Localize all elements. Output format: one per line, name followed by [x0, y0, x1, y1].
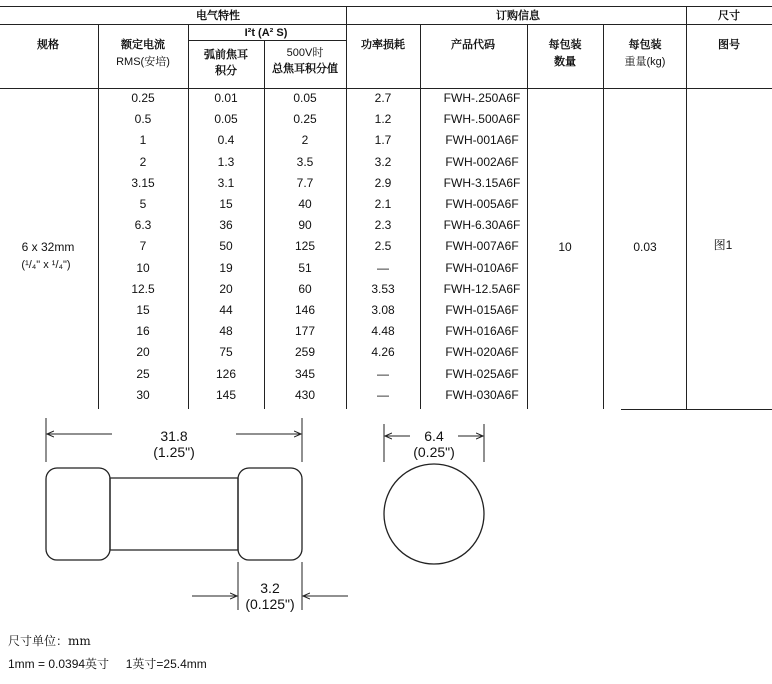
product-code-cell: FWH-.250A6F	[443, 91, 521, 105]
power-loss-cell: —	[377, 367, 389, 381]
prearc-cell: 19	[219, 261, 233, 275]
prearc-cell: 0.01	[214, 91, 238, 105]
cap-inch-label: (0.125")	[245, 596, 295, 612]
rated-current-cell: 10	[136, 261, 150, 275]
vline-2	[188, 24, 189, 409]
diameter-mm-label: 6.4	[424, 428, 444, 444]
prearc-cell: 145	[215, 388, 237, 402]
product-code-cell: FWH-016A6F	[445, 324, 519, 338]
product-code-cell: FWH-001A6F	[445, 133, 519, 147]
total-joule-cell: 7.7	[296, 176, 314, 190]
header-rated-current-1: 额定电流	[121, 38, 165, 51]
spec-size: 6 x 32mm	[21, 240, 75, 254]
product-code-cell: FWH-010A6F	[445, 261, 519, 275]
product-code-cell: FWH-020A6F	[445, 345, 519, 359]
total-joule-cell: 51	[298, 261, 312, 275]
prearc-cell: 1.3	[217, 155, 235, 169]
total-joule-cell: 430	[294, 388, 316, 402]
vline-8	[686, 6, 687, 409]
rated-current-cell: 0.25	[131, 91, 155, 105]
power-loss-cell: 1.2	[374, 112, 392, 126]
header-prearc-1: 弧前焦耳	[204, 48, 248, 61]
power-loss-cell: 3.53	[371, 282, 395, 296]
prearc-cell: 126	[215, 367, 237, 381]
total-joule-cell: 0.25	[293, 112, 317, 126]
product-code-cell: FWH-6.30A6F	[443, 218, 521, 232]
total-joule-cell: 177	[294, 324, 316, 338]
total-joule-cell: 259	[294, 345, 316, 359]
unit-note: 尺寸单位：mm	[8, 634, 91, 648]
rated-current-cell: 12.5	[131, 282, 155, 296]
spec-size-inch: (¹/₄" x ¹/₄")	[21, 259, 71, 271]
product-code-cell: FWH-030A6F	[445, 388, 519, 402]
left-end-cap	[46, 468, 110, 560]
total-joule-cell: 40	[298, 197, 312, 211]
total-joule-cell: 60	[298, 282, 312, 296]
product-code-cell: FWH-12.5A6F	[443, 282, 521, 296]
rule-header-bottom	[0, 88, 772, 89]
rule-top	[0, 6, 772, 7]
total-joule-cell: 2	[301, 133, 309, 147]
group-size: 尺寸	[718, 9, 740, 22]
product-code-cell: FWH-005A6F	[445, 197, 519, 211]
power-loss-cell: 1.7	[374, 133, 392, 147]
fuse-side-view	[46, 468, 302, 560]
power-loss-cell: 2.7	[374, 91, 392, 105]
header-code: 产品代码	[451, 38, 495, 51]
power-loss-cell: 3.08	[371, 303, 395, 317]
header-spec: 规格	[37, 38, 59, 51]
total-joule-cell: 90	[298, 218, 312, 232]
diameter-inch-label: (0.25")	[413, 444, 455, 460]
power-loss-cell: 2.9	[374, 176, 392, 190]
prearc-cell: 48	[219, 324, 233, 338]
power-loss-cell: 3.2	[374, 155, 392, 169]
power-loss-cell: 2.5	[374, 239, 392, 253]
header-weight-1: 每包装	[628, 38, 662, 51]
total-joule-cell: 125	[294, 239, 316, 253]
length-inch-label: (1.25")	[153, 444, 195, 460]
vline-7	[603, 24, 604, 409]
rule-i2t	[188, 40, 346, 41]
group-electrical: 电气特性	[196, 9, 240, 22]
product-code-cell: FWH-015A6F	[445, 303, 519, 317]
product-code-cell: FWH-002A6F	[445, 155, 519, 169]
rated-current-cell: 16	[136, 324, 150, 338]
power-loss-cell: —	[377, 388, 389, 402]
prearc-cell: 0.05	[214, 112, 238, 126]
prearc-cell: 20	[219, 282, 233, 296]
rated-current-cell: 5	[139, 197, 147, 211]
prearc-cell: 15	[219, 197, 233, 211]
right-end-cap	[238, 468, 302, 560]
rated-current-cell: 0.5	[134, 112, 152, 126]
rated-current-cell: 1	[139, 133, 147, 147]
rated-current-cell: 6.3	[134, 218, 152, 232]
rated-current-cell: 25	[136, 367, 150, 381]
end-view-circle	[384, 464, 484, 564]
header-drawing: 图号	[718, 38, 740, 51]
header-qty-2: 数量	[554, 55, 576, 68]
total-joule-cell: 3.5	[296, 155, 314, 169]
power-loss-cell: 4.48	[371, 324, 395, 338]
rated-current-cell: 15	[136, 303, 150, 317]
total-joule-cell: 345	[294, 367, 316, 381]
rated-current-cell: 2	[139, 155, 147, 169]
rated-current-cell: 7	[139, 239, 147, 253]
package-weight: 0.03	[633, 240, 657, 254]
drawing-number: 图1	[713, 238, 733, 252]
length-mm-label: 31.8	[160, 428, 188, 444]
prearc-cell: 75	[219, 345, 233, 359]
group-ordering: 订购信息	[496, 9, 540, 22]
prearc-cell: 50	[219, 239, 233, 253]
header-prearc-2: 积分	[215, 64, 237, 77]
product-code-cell: FWH-007A6F	[445, 239, 519, 253]
power-loss-cell: 2.1	[374, 197, 392, 211]
product-code-cell: FWH-3.15A6F	[443, 176, 521, 190]
power-loss-cell: —	[377, 261, 389, 275]
vline-4	[346, 6, 347, 409]
rated-current-cell: 3.15	[131, 176, 155, 190]
prearc-cell: 3.1	[217, 176, 235, 190]
product-code-cell: FWH-025A6F	[445, 367, 519, 381]
header-rated-current-2: RMS(安培)	[116, 56, 170, 68]
vline-3	[264, 40, 265, 409]
package-qty: 10	[558, 240, 572, 254]
prearc-cell: 44	[219, 303, 233, 317]
product-code-cell: FWH-.500A6F	[443, 112, 521, 126]
rated-current-cell: 20	[136, 345, 150, 359]
header-total-2: 总焦耳积分值	[272, 62, 338, 75]
prearc-cell: 0.4	[217, 133, 235, 147]
total-joule-cell: 146	[294, 303, 316, 317]
total-joule-cell: 0.05	[293, 91, 317, 105]
power-loss-cell: 2.3	[374, 218, 392, 232]
power-loss-cell: 4.26	[371, 345, 395, 359]
header-weight-2: 重量(kg)	[624, 56, 666, 68]
header-qty-1: 每包装	[548, 38, 582, 51]
rated-current-cell: 30	[136, 388, 150, 402]
prearc-cell: 36	[219, 218, 233, 232]
header-power: 功率损耗	[361, 38, 405, 51]
cap-mm-label: 3.2	[260, 580, 280, 596]
rule-group	[0, 24, 772, 25]
vline-1	[98, 24, 99, 409]
fuse-dimension-drawing	[0, 410, 772, 610]
header-total-1: 500V时	[286, 47, 324, 59]
conversion-note: 1mm = 0.0394英寸 1英寸=25.4mm	[8, 657, 207, 671]
vline-5	[420, 24, 421, 409]
header-i2t: I²t (A² S)	[244, 27, 288, 39]
vline-6	[527, 24, 528, 409]
